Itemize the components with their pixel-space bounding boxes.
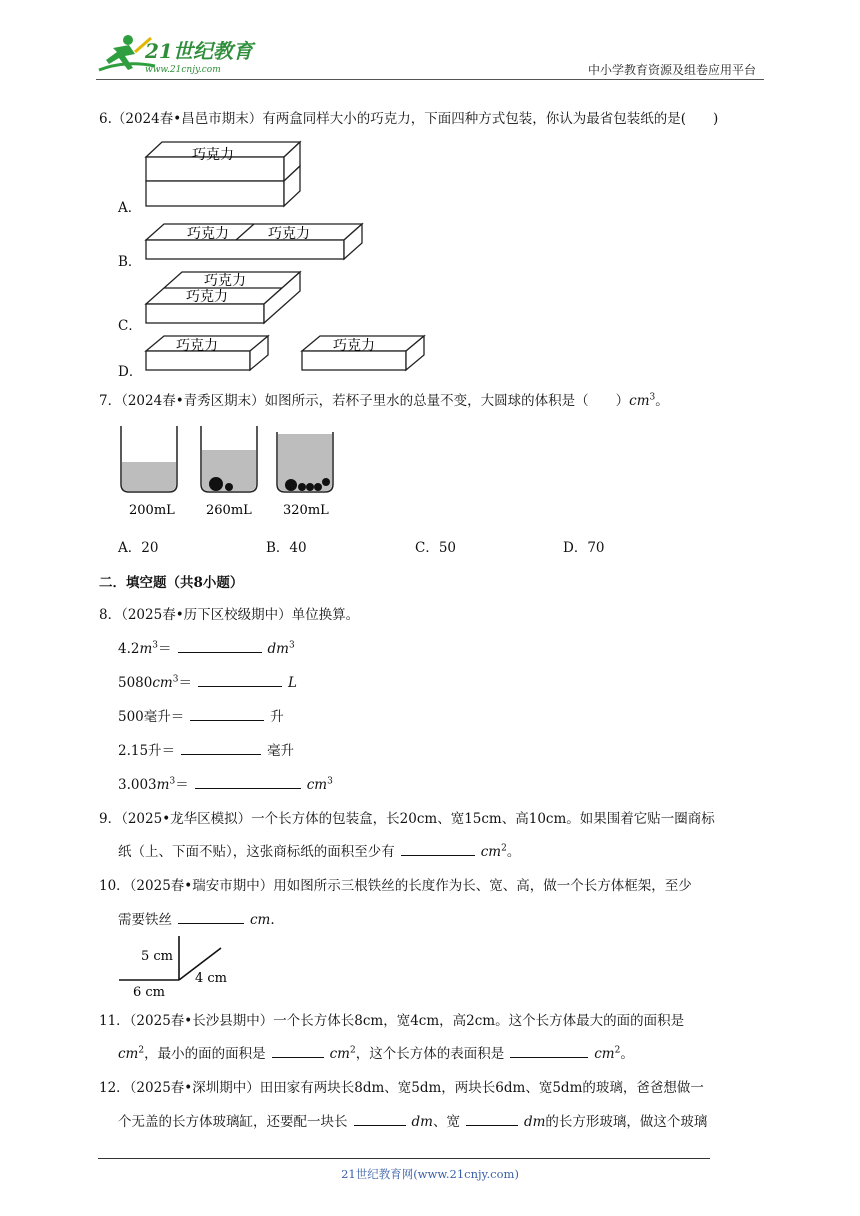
q11-sup-2: 2 <box>349 1045 356 1056</box>
q8-l4-value: 2.15升 <box>118 743 162 759</box>
q7-option-b: B．40 <box>266 540 307 556</box>
q8-l2-sup: 3 <box>172 674 179 685</box>
q11-blank-1[interactable] <box>272 1045 324 1058</box>
q8-l4-runit: 毫升 <box>267 743 295 759</box>
q8-l5-sup: 3 <box>169 776 176 787</box>
q11-blank-2[interactable] <box>510 1045 588 1058</box>
footer-text[interactable]: 21世纪教育网(www.21cnjy.com) <box>341 1167 519 1181</box>
header-divider <box>96 79 764 80</box>
box-label-d1: 巧克力 <box>176 338 218 354</box>
q8-l5-eq: ＝ <box>175 777 189 793</box>
q8-l1-eq: ＝ <box>158 641 172 657</box>
q8-l1-rsup: 3 <box>288 640 295 651</box>
q6-figure-b <box>140 220 370 264</box>
section-title: 二．填空题（共8小题） <box>99 575 244 591</box>
q8-stem: 8．（2025春•历下区校级期中）单位换算。 <box>99 607 360 623</box>
box-label-b1: 巧克力 <box>187 226 229 242</box>
q10-wire-figure <box>115 930 235 1000</box>
q7-stem-text: 7．（2024春•青秀区期末）如图所示，若杯子里水的总量不变，大圆球的体积是（ ） <box>99 393 630 409</box>
q8-l2-blank[interactable] <box>198 674 282 687</box>
q11-sup-3: 2 <box>614 1045 621 1056</box>
wire-label-width: 4 cm <box>195 971 228 986</box>
q12-unit-2: dm <box>523 1114 546 1130</box>
q8-l1-runit: dm <box>267 641 289 657</box>
q11-mid-1: ，最小的面的面积是 <box>144 1046 266 1062</box>
runner-logo-icon <box>95 30 265 78</box>
q9-unit: cm <box>480 844 502 860</box>
q12-unit-1: dm <box>411 1114 433 1130</box>
q12-line2-text: 个无盖的长方体玻璃缸，还要配一块长 <box>118 1114 348 1130</box>
cup-label-1: 200mL <box>129 503 175 518</box>
box-label-b2: 巧克力 <box>268 226 310 242</box>
q8-l4-eq: ＝ <box>161 743 176 759</box>
q8-l2-value: 5080 <box>118 675 153 691</box>
q8-l5-blank[interactable] <box>195 776 301 789</box>
q11-unit-3: cm <box>594 1046 615 1062</box>
q10-unit: cm <box>250 912 271 928</box>
q8-l3-blank[interactable] <box>190 708 264 721</box>
q11-unit-2: cm <box>329 1046 350 1062</box>
q10-line-2 <box>118 908 275 928</box>
q7-option-a: A．20 <box>118 540 159 556</box>
q6-stem: 6.（2024春•昌邑市期末）有两盒同样大小的巧克力，下面四种方式包装，你认为最省包装纸的是( ) <box>99 111 719 127</box>
q6-figure-c <box>140 266 310 328</box>
q8-l3-value: 500毫升 <box>118 709 171 725</box>
q11-end: 。 <box>620 1046 634 1062</box>
q12-blank-2[interactable] <box>466 1113 518 1126</box>
box-label-d2: 巧克力 <box>333 338 375 354</box>
q9-end: 。 <box>506 844 521 860</box>
q12-mid: 、宽 <box>432 1114 460 1130</box>
q8-line-1 <box>118 637 295 657</box>
box-label-c1: 巧克力 <box>204 273 246 289</box>
q9-line-1: 9．（2025•龙华区模拟）一个长方体的包装盒，长20cm、宽15cm、高10cm。如果围着它贴一圈商标 <box>99 811 715 827</box>
box-label-c2: 巧克力 <box>186 289 228 305</box>
wire-label-height: 5 cm <box>141 949 174 964</box>
q11-line-1: 11．（2025春•长沙县期中）一个长方体长8cm，宽4cm，高2cm。这个长方体最大的面的面积是 <box>99 1013 685 1029</box>
q7-stem <box>99 389 669 409</box>
q8-l5-value: 3.003 <box>118 777 157 793</box>
q12-line-1: 12．（2025春•深圳期中）田田家有两块长8dm、宽5dm，两块长6dm、宽5dm的玻璃，爸爸想做一 <box>99 1080 704 1096</box>
q8-l4-blank[interactable] <box>181 742 261 755</box>
q8-line-3 <box>118 705 284 725</box>
q9-blank[interactable] <box>401 843 475 856</box>
cup-label-2: 260mL <box>206 503 252 518</box>
q10-line-1: 10．（2025春•瑞安市期中）用如图所示三根铁丝的长度作为长、宽、高，做一个长方体框架，至少 <box>99 878 692 894</box>
q9-line2-text: 纸（上、下面不贴），这张商标纸的面积至少有 <box>118 844 395 860</box>
wire-label-length: 6 cm <box>133 985 166 1000</box>
q8-l1-unit: m <box>139 641 153 657</box>
box-label-a: 巧克力 <box>192 147 234 163</box>
q6-option-b: B． <box>118 254 142 270</box>
q11-sup-1: 2 <box>138 1045 145 1056</box>
q12-line-2 <box>118 1110 707 1130</box>
cup-label-3: 320mL <box>283 503 329 518</box>
logo-text: 21世纪教育 <box>145 39 253 63</box>
q8-l1-blank[interactable] <box>178 640 262 653</box>
q8-l3-eq: ＝ <box>170 709 185 725</box>
q7-cups-figure <box>115 422 345 522</box>
q8-line-5 <box>118 773 333 793</box>
q8-l5-runit: cm <box>306 777 328 793</box>
q8-l5-rsup: 3 <box>327 776 333 787</box>
q9-unit-sup: 2 <box>501 843 507 854</box>
q8-l3-runit: 升 <box>270 709 284 725</box>
q11-line-2 <box>118 1042 634 1062</box>
q7-option-d: D．70 <box>563 540 605 556</box>
q6-figure-d <box>140 332 440 374</box>
q6-option-c: C． <box>118 318 142 334</box>
q11-unit-1: cm <box>118 1046 139 1062</box>
q8-l1-value: 4.2 <box>118 641 140 657</box>
q8-l2-unit: cm <box>152 675 173 691</box>
q6-option-a: A． <box>118 200 142 216</box>
q6-option-d: D． <box>118 364 143 380</box>
q8-line-4 <box>118 739 294 759</box>
q7-unit-sup: 3 <box>649 392 656 403</box>
q7-stem-end: 。 <box>655 393 669 409</box>
q12-end: 的长方形玻璃，做这个玻璃 <box>545 1114 708 1130</box>
q9-line-2 <box>118 840 520 860</box>
q6-figure-a <box>140 138 310 210</box>
q8-l2-runit: L <box>287 675 297 691</box>
q8-l1-sup: 3 <box>152 640 159 651</box>
q7-unit: cm <box>629 393 650 409</box>
site-logo <box>95 30 265 78</box>
q8-l5-unit: m <box>156 777 170 793</box>
platform-name: 中小学教育资源及组卷应用平台 <box>587 63 756 77</box>
q7-option-c: C．50 <box>415 540 457 556</box>
q8-l2-eq: ＝ <box>178 675 192 691</box>
q12-blank-1[interactable] <box>354 1113 406 1126</box>
q11-mid-2: ，这个长方体的表面积是 <box>355 1046 505 1062</box>
q10-line2-text: 需要铁丝 <box>118 912 172 928</box>
logo-url: www.21cnjy.com <box>145 65 221 75</box>
footer-divider <box>98 1158 710 1159</box>
q8-line-2 <box>118 671 297 691</box>
q10-blank[interactable] <box>178 911 244 924</box>
q10-end: . <box>270 912 275 928</box>
